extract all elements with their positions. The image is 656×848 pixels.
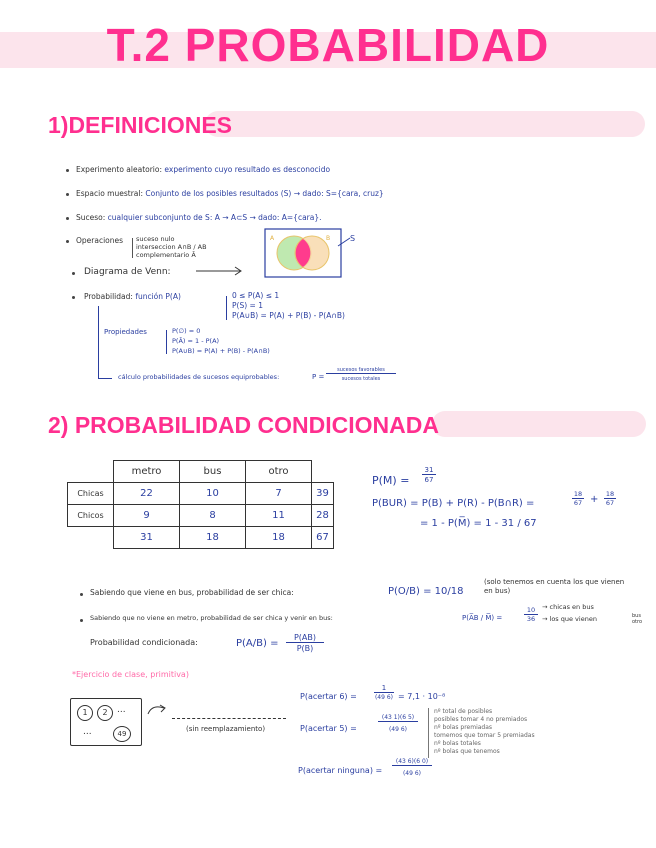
propiedades-list: [172, 326, 270, 356]
nometro-den: 36: [526, 615, 536, 623]
nometro-note3: [632, 613, 642, 625]
table-cell: 22: [114, 483, 180, 505]
calculo-den: sucesos totales: [341, 376, 381, 382]
venn-diagram: [264, 228, 364, 280]
cond-den: P(B): [296, 644, 314, 653]
def-probabilidad: [84, 293, 181, 301]
ball-49: 49: [113, 726, 131, 742]
ball-1: 1: [77, 705, 93, 721]
table-header: otro: [246, 461, 312, 483]
pbur-f1-den: 67: [573, 499, 583, 507]
table-cell: 39: [312, 483, 334, 505]
balls-box: [70, 698, 142, 746]
pm-formula: P(M) =: [372, 474, 410, 487]
sin-rep-label: (sin reemplazamiento): [186, 725, 266, 733]
table-cell: 8: [180, 505, 246, 527]
note-item: nº bolas que tenemos: [434, 748, 500, 755]
def-text: Conjunto de los posibles resultados (S) → dado: S={cara, cruz}: [145, 189, 384, 198]
pa6-num: 1: [374, 684, 394, 693]
arrow-right-icon: [196, 266, 246, 276]
brace: [428, 708, 429, 758]
page-title: T.2 PROBABILIDAD: [106, 19, 550, 71]
pa6-label: P(acertar 6) =: [300, 692, 357, 701]
table-row: [68, 505, 334, 527]
op-item: suceso nulo: [136, 235, 175, 243]
cond-label: Probabilidad condicionada:: [90, 638, 198, 647]
propiedad: P(∅) = 0: [172, 327, 201, 335]
def-text: experimento cuyo resultado es desconocido: [164, 165, 331, 174]
note-item: nº total de posibles: [434, 708, 493, 715]
cond-formula: P(A/B) =: [236, 638, 279, 649]
pbur-f2-den: 67: [605, 499, 615, 507]
table-cell: 28: [312, 505, 334, 527]
nometro-label: Sabiendo que no viene en metro, probabilidad de ser chica y venir en bus:: [90, 614, 333, 622]
brace: [226, 296, 227, 320]
pcomp-formula: = 1 - P(M̅) = 1 - 31 / 67: [420, 518, 537, 529]
bus-chica-note: (solo tenemos en cuenta los que vienen en bus): [484, 578, 625, 595]
sin-rep-line: [172, 718, 286, 719]
notes-list: [434, 708, 535, 756]
table-cell: [68, 461, 114, 483]
venn-label-s: S: [350, 234, 356, 243]
nometro-note1: → chicas en bus: [542, 603, 594, 611]
brace: [166, 330, 167, 354]
bus-chica-eq: P(O/B) = 10/18: [388, 586, 464, 597]
brace: [132, 238, 133, 258]
table-row: [68, 527, 334, 549]
op-item: interseccion A∩B / AB: [136, 243, 207, 251]
def-venn-label: Diagrama de Venn:: [84, 267, 171, 277]
connector: [98, 378, 112, 379]
nometro-num: 10: [524, 606, 538, 615]
table-cell: 31: [114, 527, 180, 549]
note-line: bus: [632, 613, 641, 619]
brace: [98, 306, 99, 378]
pbur-f1-num: 18: [573, 490, 583, 498]
def-label: Probabilidad:: [84, 292, 133, 301]
note-item: nº bolas totales: [434, 740, 481, 747]
note-line: otro: [632, 619, 643, 625]
def-suceso: [76, 214, 322, 222]
section1-highlight: [205, 111, 645, 137]
section2-heading: 2) PROBABILIDAD CONDICIONADA: [48, 412, 439, 438]
table-cell: 18: [180, 527, 246, 549]
table-cell: 18: [246, 527, 312, 549]
table-row: [68, 483, 334, 505]
prob-rules: [232, 291, 345, 321]
def-label: Experimento aleatorio:: [76, 165, 163, 174]
ball-dots: ...: [117, 705, 126, 715]
def-label: Espacio muestral:: [76, 189, 143, 198]
pbur-f2-num: 18: [605, 490, 615, 498]
pa0-label: P(acertar ninguna) =: [298, 766, 383, 775]
calculo-formula: P =: [312, 373, 325, 381]
table-cell: 67: [312, 527, 334, 549]
nometro-note2: → los que vienen: [542, 615, 597, 623]
section1-heading: 1)DEFINICIONES: [48, 112, 233, 138]
bullet: [66, 169, 69, 172]
op-item: complementario Ā: [136, 251, 196, 259]
bullet: [66, 217, 69, 220]
calculo-num: sucesos favorables: [326, 367, 396, 374]
venn-label-b: B: [326, 235, 331, 242]
table-cell: 7: [246, 483, 312, 505]
table-cell: 10: [180, 483, 246, 505]
pa0-den: (49 6): [402, 770, 422, 777]
pa0-num: (43 6)(6 0): [392, 758, 432, 766]
table-header-row: [68, 461, 334, 483]
ejercicio-label: *Ejercicio de clase, primitiva): [72, 670, 189, 679]
prob-rule: P(A∪B) = P(A) + P(B) - P(A∩B): [232, 311, 345, 320]
pbur-plus: +: [590, 494, 599, 505]
bullet: [66, 193, 69, 196]
prob-rule: P(S) = 1: [232, 301, 263, 310]
note-item: tomemos que tomar 5 premiadas: [434, 732, 535, 739]
table-cell: [312, 461, 334, 483]
table-header: metro: [114, 461, 180, 483]
pbur-formula: P(BUR) = P(B) + P(R) - P(B∩R) =: [372, 498, 535, 509]
calculo-text: cálculo probabilidades de sucesos equiprobables:: [118, 373, 280, 381]
def-label: Suceso:: [76, 213, 106, 222]
bullet: [80, 593, 83, 596]
propiedad: P(A∪B) = P(A) + P(B) - P(A∩B): [172, 347, 270, 355]
propiedades-label: Propiedades: [104, 328, 147, 336]
operaciones-list: [136, 235, 207, 259]
row-label: [68, 527, 114, 549]
row-label: Chicas: [68, 483, 114, 505]
ball-dots: ...: [83, 727, 92, 737]
pm-den: 67: [424, 476, 434, 484]
note-item: nº bolas premiadas: [434, 724, 493, 731]
def-operaciones-label: Operaciones: [76, 236, 124, 245]
bullet: [80, 619, 83, 622]
bullet: [72, 272, 75, 275]
venn-label-a: A: [270, 235, 275, 242]
pa5-den: (49 6): [388, 726, 408, 733]
table-cell: 9: [114, 505, 180, 527]
def-text: cualquier subconjunto de S: A → A⊂S → dado: A={cara}.: [107, 213, 322, 222]
prob-rule: 0 ≤ P(A) ≤ 1: [232, 291, 280, 300]
def-espacio: [76, 190, 384, 198]
ball-2: 2: [97, 705, 113, 721]
bus-chica-label: Sabiendo que viene en bus, probabilidad de ser chica:: [90, 588, 294, 597]
bullet: [66, 240, 69, 243]
pa6-val: = 7,1 · 10⁻⁸: [398, 692, 446, 701]
def-text: función P(A): [135, 292, 181, 301]
pa5-num: (43 1)(6 5): [378, 714, 418, 722]
pm-num: 31: [422, 466, 436, 475]
table-cell: 11: [246, 505, 312, 527]
cond-num: P(AB): [286, 633, 324, 643]
row-label: Chicos: [68, 505, 114, 527]
pa6-den: (49 6): [374, 694, 394, 701]
table-header: bus: [180, 461, 246, 483]
nometro-eq: P(A̅B / M̅) =: [462, 614, 503, 622]
def-experimento: [76, 166, 330, 174]
bullet: [72, 296, 75, 299]
note-item: posibles tomar 4 no premiados: [434, 716, 528, 723]
curved-arrow-icon: [146, 702, 170, 716]
contingency-table: [67, 460, 334, 549]
propiedad: P(Ā) = 1 - P(A): [172, 337, 220, 345]
section2-highlight: [432, 411, 646, 437]
pa5-label: P(acertar 5) =: [300, 724, 357, 733]
